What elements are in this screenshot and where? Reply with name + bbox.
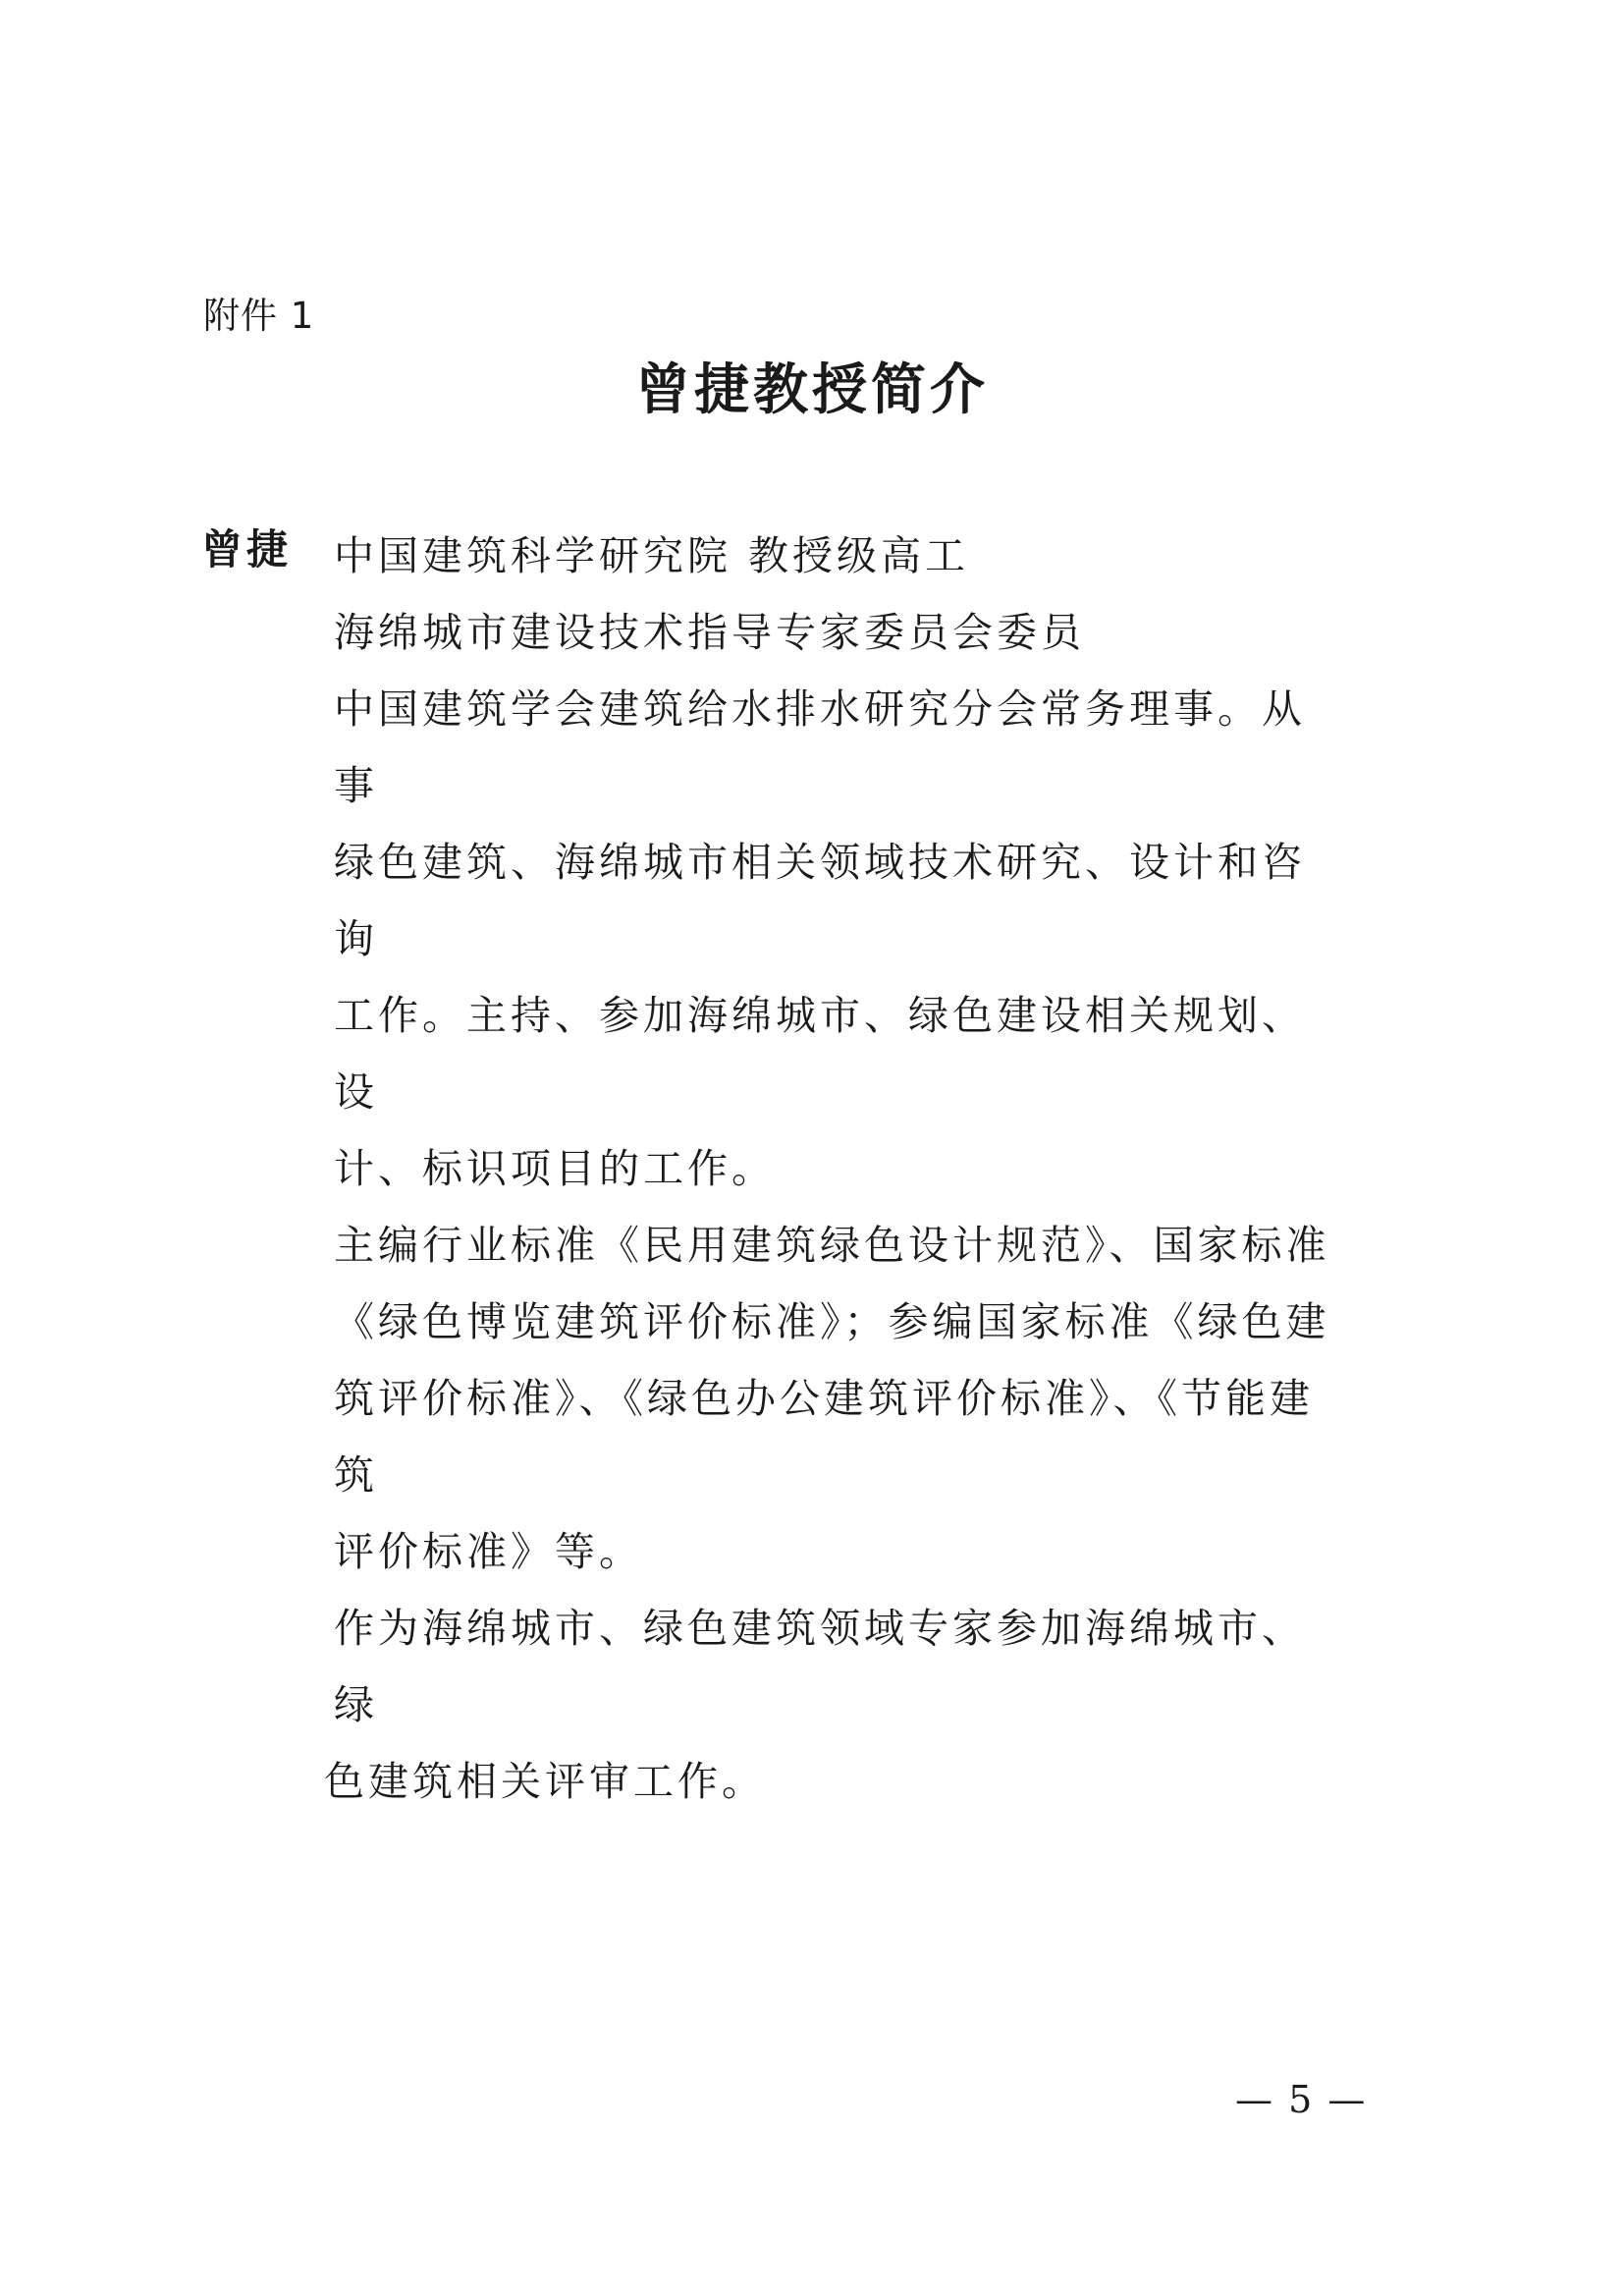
biography: [324, 518, 1335, 1820]
bio-line: 评价标准》等。: [334, 1528, 643, 1575]
bio-line: 工作。主持、参加海绵城市、绿色建设相关规划、设: [334, 992, 1306, 1116]
attachment-label: 附件 1: [203, 295, 315, 337]
bio-line: 《绿色博览建筑评价标准》；参编国家标准《绿色建: [334, 1298, 1330, 1345]
bio-line: 中国建筑科学研究院 教授级高工: [334, 532, 970, 579]
bio-line: 主编行业标准《民用建筑绿色设计规范》、国家标准: [334, 1222, 1330, 1269]
bio-line: 绿色建筑、海绵城市相关领域技术研究、设计和咨询: [334, 839, 1306, 962]
bio-line: 海绵城市建设技术指导专家委员会委员: [334, 609, 1085, 656]
page-number: — 5 —: [1235, 2078, 1368, 2121]
bio-line: 作为海绵城市、绿色建筑领域专家参加海绵城市、绿: [334, 1605, 1306, 1728]
bio-line: 色建筑相关评审工作。: [324, 1758, 766, 1805]
page-title: 曾捷教授简介: [635, 358, 989, 422]
bio-line: 计、标识项目的工作。: [334, 1145, 776, 1192]
bio-line: 筑评价标准》、《绿色办公建筑评价标准》、《节能建筑: [334, 1375, 1314, 1499]
person-name: 曾捷: [201, 525, 293, 574]
bio-line: 中国建筑学会建筑给水排水研究分会常务理事。从事: [334, 685, 1306, 809]
